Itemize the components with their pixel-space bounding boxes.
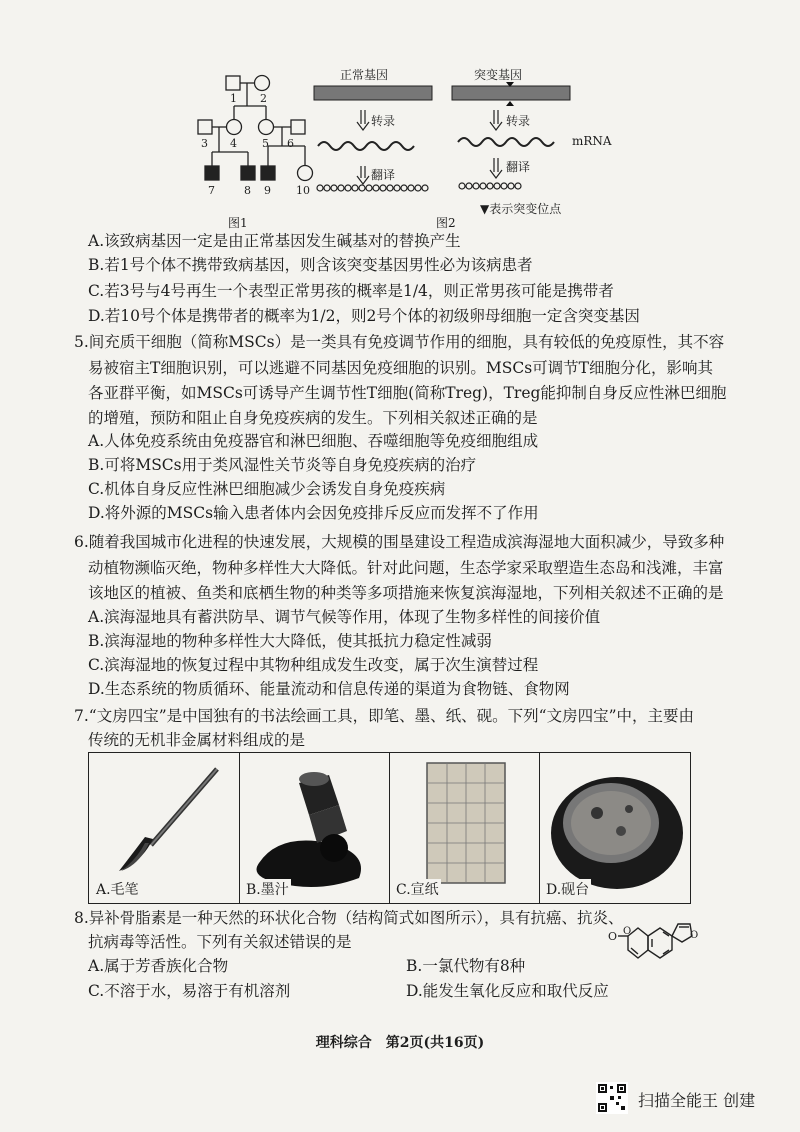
mutation-note: ▼表示突变位点	[480, 202, 562, 216]
q6-option-b: B.滨海湿地的物种多样性大大降低，使其抵抗力稳定性减弱	[88, 632, 492, 650]
pedigree-number: 3	[201, 137, 208, 150]
q7-option-b-cell	[239, 753, 390, 903]
q8-option-a: A.属于芳香族化合物	[88, 957, 229, 975]
q7-option-d-cell	[539, 753, 690, 903]
q4-option-b: B.若1号个体不携带致病基因，则含该突变基因男性必为该病患者	[88, 256, 533, 274]
transcription-label: 转录	[371, 114, 396, 128]
q7-stem: 传统的无机非金属材料组成的是	[88, 731, 306, 749]
q8-option-b: B.一氯代物有8种	[406, 957, 526, 975]
q6-stem: 该地区的植被、鱼类和底栖生物的种类等多项措施来恢复滨海湿地，下列相关叙述不正确的是	[88, 584, 724, 602]
mutant-gene-label: 突变基因	[474, 68, 523, 82]
q6-option-a: A.滨海湿地具有蓄洪防旱、调节气候等作用，体现了生物多样性的间接价值	[88, 608, 601, 626]
pedigree-number: 2	[260, 92, 267, 105]
option-label: A.毛笔	[94, 879, 141, 899]
translation-label: 翻译	[371, 168, 396, 182]
pedigree-number: 5	[262, 137, 269, 150]
q4-option-a: A.该致病基因一定是由正常基因发生碱基对的替换产生	[88, 232, 461, 250]
q5-stem: 5.间充质干细胞（简称MSCs）是一类具有免疫调节作用的细胞，具有较低的免疫原性，其不容	[74, 333, 725, 351]
gene-expression-diagram	[312, 82, 592, 202]
svg-text:O: O	[608, 930, 618, 943]
q4-option-c: C.若3号与4号再生一个表型正常男孩的概率是1/4，则正常男孩可能是携带者	[88, 282, 614, 300]
q7-option-c-cell	[389, 753, 540, 903]
qr-code-icon	[596, 1082, 628, 1114]
q7-option-a-cell	[89, 753, 240, 903]
pedigree-number: 9	[264, 184, 271, 197]
q5-option-d: D.将外源的MSCs输入患者体内会因免疫排斥反应而发挥不了作用	[88, 504, 539, 522]
pedigree-number: 10	[296, 184, 310, 197]
pedigree-number: 6	[287, 137, 294, 150]
q6-option-c: C.滨海湿地的恢复过程中其物种组成发生改变，属于次生演替过程	[88, 656, 539, 674]
pedigree-number: 4	[230, 137, 237, 150]
option-label: C.宣纸	[394, 879, 441, 899]
molecule-structure	[608, 908, 718, 968]
q5-stem: 的增殖，预防和阻止自身免疫疾病的发生。下列相关叙述正确的是	[88, 409, 538, 427]
svg-text:O: O	[623, 926, 632, 937]
page-footer: 理科综合 第2页(共16页)	[315, 1035, 485, 1051]
fig2-label: 图2	[436, 216, 456, 230]
normal-gene-label: 正常基因	[340, 68, 389, 82]
q7-stem: 7.“文房四宝”是中国独有的书法绘画工具，即笔、墨、纸、砚。下列“文房四宝”中，主要由	[74, 707, 694, 725]
q6-stem: 动植物濒临灭绝，物种多样性大大降低。针对此问题，生态学家采取塑造生态岛和浅滩，丰富	[88, 559, 724, 577]
q6-stem: 6.随着我国城市化进程的快速发展，大规模的围垦建设工程造成滨海湿地大面积减少，导致多种	[74, 533, 725, 551]
q5-stem: 各亚群平衡，如MSCs可诱导产生调节性T细胞(简称Treg)，Treg能抑制自身反应性淋巴细胞	[88, 384, 727, 402]
pedigree-number: 8	[244, 184, 251, 197]
pedigree-number: 1	[230, 92, 237, 105]
q5-option-c: C.机体自身反应性淋巴细胞减少会诱发自身免疫疾病	[88, 480, 446, 498]
transcription-label: 转录	[506, 114, 531, 128]
q8-option-d: D.能发生氧化反应和取代反应	[406, 982, 609, 1000]
mrna-label: mRNA	[572, 134, 612, 148]
q8-option-c: C.不溶于水，易溶于有机溶剂	[88, 982, 291, 1000]
q8-stem: 抗病毒等活性。下列有关叙述错误的是	[88, 933, 352, 951]
pedigree-chart	[190, 66, 330, 216]
svg-text:O: O	[690, 930, 699, 941]
q5-option-b: B.可将MSCs用于类风湿性关节炎等自身免疫疾病的治疗	[88, 456, 477, 474]
option-label: D.砚台	[544, 879, 591, 899]
q5-option-a: A.人体免疫系统由免疫器官和淋巴细胞、吞噬细胞等免疫细胞组成	[88, 432, 539, 450]
q7-option-grid	[88, 752, 691, 904]
translation-label: 翻译	[506, 160, 531, 174]
scanner-watermark: 扫描全能王 创建	[638, 1091, 756, 1110]
option-label: B.墨汁	[244, 879, 291, 899]
pedigree-number: 7	[208, 184, 215, 197]
q8-stem: 8.异补骨脂素是一种天然的环状化合物（结构简式如图所示），具有抗癌、抗炎、	[74, 909, 624, 927]
fig1-label: 图1	[228, 216, 248, 230]
q5-stem: 易被宿主T细胞识别，可以逃避不同基因免疫细胞的识别。MSCs可调节T细胞分化，影响其	[88, 359, 713, 377]
q6-option-d: D.生态系统的物质循环、能量流动和信息传递的渠道为食物链、食物网	[88, 680, 570, 698]
q4-option-d: D.若10号个体是携带者的概率为1/2，则2号个体的初级卵母细胞一定含突变基因	[88, 307, 640, 325]
